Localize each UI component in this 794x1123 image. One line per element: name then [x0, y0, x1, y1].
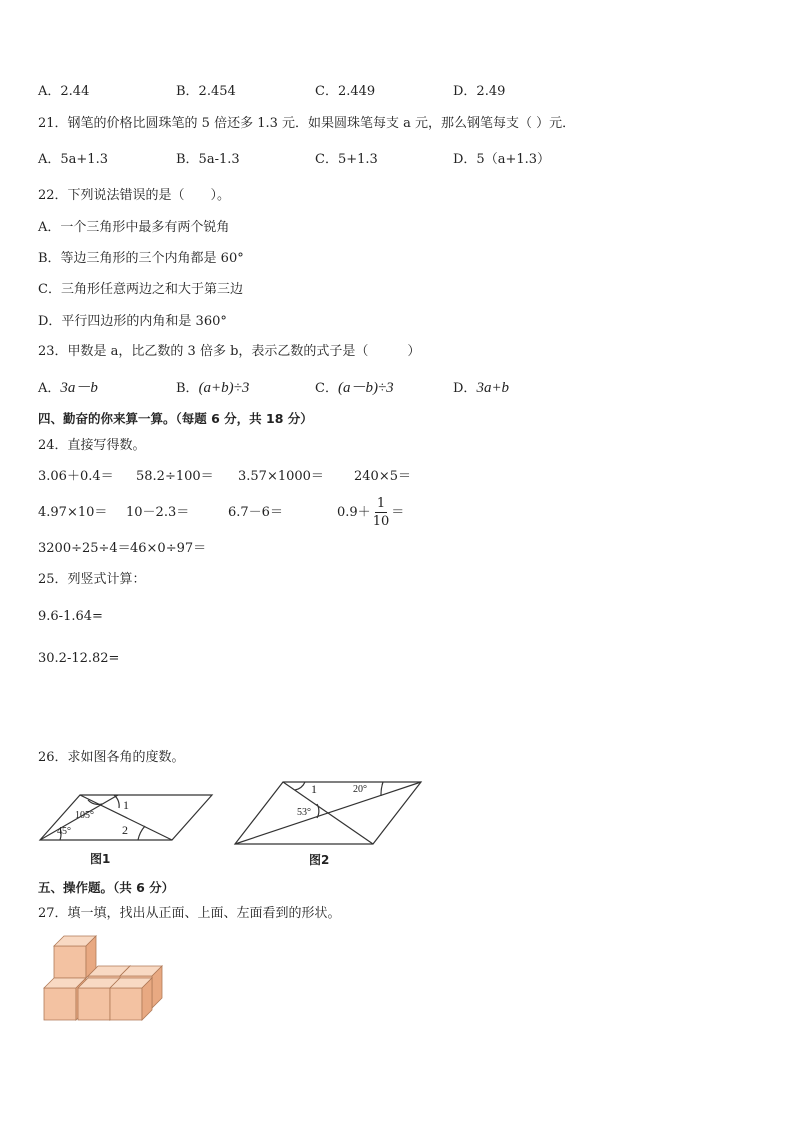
q23-option-b — [176, 380, 249, 397]
q21-option-d: D．5（a+1.3） — [453, 152, 551, 167]
q22-option-a: A．一个三角形中最多有两个锐角 — [38, 220, 230, 235]
q20-option-c: C．2.449 — [315, 84, 376, 99]
q24-r2-c1: 4.97×10＝ — [38, 505, 108, 520]
fig2-caption: 图2 — [309, 853, 330, 867]
fig1-caption: 图1 — [90, 852, 111, 866]
fig1-arc-2 — [138, 826, 145, 840]
q25-stem: 25．列竖式计算： — [38, 572, 146, 587]
q23-option-d — [453, 380, 509, 397]
fig1-label-105: 105° — [75, 810, 94, 821]
q24-frac-prefix: 0.9＋ — [337, 505, 371, 520]
cube-front-3 — [110, 978, 152, 1020]
q20-option-b: B．2.454 — [176, 84, 236, 99]
fig2-label-1: 1 — [311, 782, 317, 796]
q23-option-a-letter: A． — [38, 381, 61, 396]
q24-r1-c1: 3.06＋0.4＝ — [38, 469, 114, 484]
q24-stem: 24．直接写得数。 — [38, 438, 146, 453]
q22-option-b: B．等边三角形的三个内角都是 60° — [38, 251, 244, 266]
fig2-arc-20 — [381, 782, 383, 796]
q26-stem: 26．求如图各角的度数。 — [38, 750, 185, 765]
q23-option-c-expr: (a－b)÷3 — [337, 380, 394, 396]
q22-option-c: C．三角形任意两边之和大于第三边 — [38, 282, 243, 297]
q25-item-1: 9.6-1.64= — [38, 609, 103, 624]
q24-r2-c4 — [337, 495, 404, 530]
section4-title: 四、勤奋的你来算一算。（每题 6 分，共 18 分） — [38, 411, 313, 426]
q25-item-2: 30.2-12.82= — [38, 651, 120, 666]
q26-figure-2 — [225, 776, 430, 870]
q24-frac-numerator: 1 — [376, 496, 386, 511]
q21-option-a: A．5a+1.3 — [38, 152, 108, 167]
q21-option-c: C．5+1.3 — [315, 152, 378, 167]
q26-figure-1 — [30, 778, 230, 870]
q23-option-d-letter: D． — [453, 381, 477, 396]
q23-stem: 23．甲数是 a，比乙数的 3 倍多 b，表示乙数的式子是（ ） — [38, 344, 421, 359]
fig2-label-53: 53° — [297, 807, 311, 818]
q24-frac-suffix: ＝ — [391, 505, 405, 520]
q23-option-b-expr: (a+b)÷3 — [198, 380, 250, 396]
q24-r3-c2: 46×0÷97＝ — [130, 541, 207, 556]
q24-fraction — [373, 495, 390, 530]
q23-option-b-letter: B． — [176, 381, 199, 396]
cube-top — [54, 936, 96, 978]
q23-option-a-expr: 3a－b — [60, 380, 98, 396]
q24-r2-c3: 6.7－6＝ — [228, 505, 283, 520]
q22-stem: 22．下列说法错误的是（ ）。 — [38, 188, 231, 203]
q24-r1-c2: 58.2÷100＝ — [136, 469, 214, 484]
q24-frac-denominator: 10 — [372, 514, 390, 529]
fig1-label-2: 2 — [122, 823, 128, 837]
fig2-label-20: 20° — [353, 784, 367, 795]
fig1-label-45: 45° — [57, 826, 71, 837]
q23-option-a — [38, 380, 98, 397]
q21-stem: 21．钢笔的价格比圆珠笔的 5 倍还多 1.3 元．如果圆珠笔每支 a 元，那么钢笔每支（ ）元． — [38, 116, 576, 131]
q22-option-d: D．平行四边形的内角和是 360° — [38, 314, 227, 329]
q23-option-c-letter: C． — [315, 381, 338, 396]
fig1-label-1: 1 — [123, 798, 129, 812]
q24-r1-c3: 3.57×1000＝ — [238, 469, 324, 484]
q23-option-d-expr: 3a+b — [476, 380, 510, 396]
q24-r3-c1: 3200÷25÷4＝ — [38, 541, 131, 556]
q23-option-c — [315, 380, 394, 397]
q21-option-b: B．5a-1.3 — [176, 152, 240, 167]
q27-cube-figure — [40, 930, 175, 1030]
section5-title: 五、操作题。（共 6 分） — [38, 880, 175, 895]
q24-r1-c4: 240×5＝ — [354, 469, 411, 484]
q27-stem: 27．填一填，找出从正面、上面、左面看到的形状。 — [38, 906, 341, 921]
q24-r2-c2: 10－2.3＝ — [126, 505, 190, 520]
fig2-arc-1 — [295, 782, 305, 790]
q20-option-a: A．2.44 — [38, 84, 90, 99]
q20-option-d: D．2.49 — [453, 84, 506, 99]
